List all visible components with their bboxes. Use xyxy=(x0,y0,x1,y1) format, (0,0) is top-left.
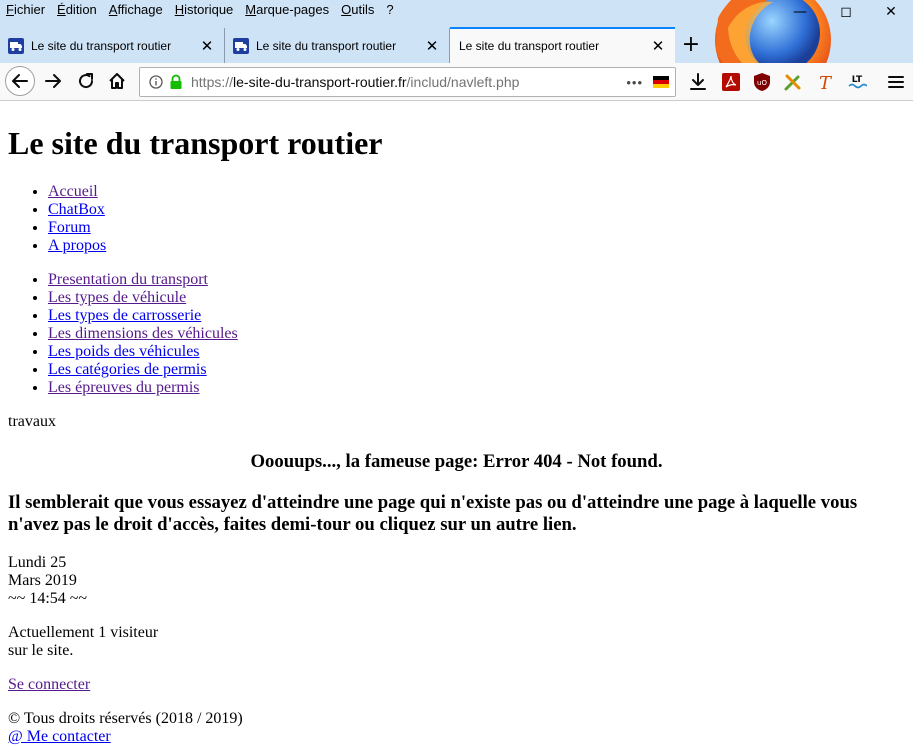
nav-link-forum[interactable]: Forum xyxy=(48,219,91,236)
tab-3-active[interactable] xyxy=(450,27,675,63)
svg-text:LT: LT xyxy=(851,75,863,85)
info-icon[interactable] xyxy=(149,75,163,89)
lock-icon[interactable] xyxy=(169,74,183,90)
nav-link-poids[interactable]: Les poids des véhicules xyxy=(48,343,200,360)
list-item xyxy=(48,271,238,289)
close-window-button[interactable]: ✕ xyxy=(885,4,897,20)
list-item xyxy=(48,325,238,343)
reload-icon xyxy=(77,72,95,90)
reload-button[interactable] xyxy=(72,67,100,95)
menu-bookmarks[interactable]: Marque-pages xyxy=(245,2,330,17)
page-content xyxy=(0,101,913,756)
download-icon[interactable] xyxy=(688,72,708,92)
list-item xyxy=(48,219,106,237)
list-item xyxy=(48,289,238,307)
url-path: /includ/navleft.php xyxy=(406,74,520,90)
arrow-right-icon xyxy=(44,72,62,90)
minimize-button[interactable]: — xyxy=(793,4,807,20)
copyright-text: © Tous droits réservés (2018 / 2019) xyxy=(8,710,243,727)
languagetool-icon[interactable] xyxy=(847,72,867,92)
pdf-extension-icon[interactable] xyxy=(721,72,741,92)
svg-text:uO: uO xyxy=(757,79,767,87)
menu-help[interactable]: ? xyxy=(386,2,394,17)
svg-text:T: T xyxy=(818,73,832,92)
contact-link[interactable]: @ Me contacter xyxy=(8,728,111,745)
list-item xyxy=(48,183,106,201)
main-nav-list xyxy=(8,183,106,255)
tab-1[interactable] xyxy=(0,28,225,63)
list-item xyxy=(48,201,106,219)
tab-2[interactable] xyxy=(225,28,450,63)
navigation-toolbar xyxy=(0,63,913,101)
url-bar[interactable] xyxy=(139,67,676,97)
back-button[interactable] xyxy=(5,66,35,96)
maximize-button[interactable]: ◻ xyxy=(840,4,852,20)
browser-chrome xyxy=(0,0,913,101)
list-item xyxy=(48,379,238,397)
page-actions-button[interactable]: ••• xyxy=(626,74,643,90)
list-item xyxy=(48,343,238,361)
login-block xyxy=(8,676,90,694)
tab-title: Le site du transport routier xyxy=(256,38,397,53)
visitors-count: Actuellement 1 visiteur xyxy=(8,624,159,641)
new-tab-button[interactable]: + xyxy=(681,32,701,57)
login-link[interactable]: Se connecter xyxy=(8,676,91,693)
hamburger-menu-icon[interactable] xyxy=(886,72,906,92)
tab-title: Le site du transport routier xyxy=(31,38,172,53)
tab-strip xyxy=(0,28,913,63)
nav-link-types-vehicule[interactable]: Les types de véhicule xyxy=(48,289,187,306)
german-flag-icon[interactable] xyxy=(653,76,669,88)
menu-view[interactable]: Affichage xyxy=(108,2,163,17)
date-block xyxy=(8,554,87,608)
nav-link-categories-permis[interactable]: Les catégories de permis xyxy=(48,361,207,378)
ublock-icon[interactable] xyxy=(752,72,772,92)
nav-link-presentation[interactable]: Presentation du transport xyxy=(48,271,208,288)
list-item xyxy=(48,361,238,379)
topics-nav-list xyxy=(8,271,238,397)
site-title: Le site du transport routier xyxy=(8,125,383,161)
nav-link-epreuves-permis[interactable]: Les épreuves du permis xyxy=(48,379,200,396)
nav-link-accueil[interactable]: Accueil xyxy=(48,183,98,200)
home-button[interactable] xyxy=(103,67,131,95)
visitors-suffix: sur le site. xyxy=(8,642,74,659)
list-item xyxy=(48,237,106,255)
list-item xyxy=(48,307,238,325)
error-title: Ooouups..., la fameuse page: Error 404 - Not found. xyxy=(250,451,663,472)
tab-close-icon[interactable]: ✕ xyxy=(425,36,439,55)
tab-close-icon[interactable]: ✕ xyxy=(200,36,214,55)
menu-file[interactable]: Fichier xyxy=(6,2,46,17)
date-month-year: Mars 2019 xyxy=(8,572,77,589)
nav-link-a-propos[interactable]: A propos xyxy=(48,237,107,254)
font-extension-icon[interactable] xyxy=(815,72,835,92)
menu-tools[interactable]: Outils xyxy=(341,2,375,17)
time: ~~ 14:54 ~~ xyxy=(8,590,88,607)
error-message: Il semblerait que vous essayez d'atteindre une page qui n'existe pas ou d'atteindre une page à laquelle vous n'avez pas le droit d'accès, faites demi-tour ou cliquez sur un autre lien. xyxy=(8,492,858,535)
tab-title: Le site du transport routier xyxy=(459,39,600,53)
url-text xyxy=(191,74,519,90)
tab-close-icon[interactable]: ✕ xyxy=(651,37,665,55)
nav-link-dimensions[interactable]: Les dimensions des véhicules xyxy=(48,325,238,342)
menu-edit[interactable]: Édition xyxy=(57,2,97,17)
menu-bar xyxy=(0,0,400,22)
arrow-left-icon xyxy=(11,72,29,90)
home-icon xyxy=(108,72,126,90)
truck-favicon-icon xyxy=(8,38,24,54)
date-day: Lundi 25 xyxy=(8,554,67,571)
menu-history[interactable]: Historique xyxy=(174,2,234,17)
nav-link-chatbox[interactable]: ChatBox xyxy=(48,201,105,218)
url-scheme: https:// xyxy=(191,74,234,90)
visitors-block xyxy=(8,624,158,660)
tools-extension-icon[interactable] xyxy=(783,72,803,92)
url-host: le-site-du-transport-routier.fr xyxy=(233,74,407,90)
truck-favicon-icon xyxy=(233,38,249,54)
forward-button[interactable] xyxy=(39,67,67,95)
travaux-text: travaux xyxy=(8,413,56,430)
nav-link-types-carrosserie[interactable]: Les types de carrosserie xyxy=(48,307,202,324)
footer xyxy=(8,710,243,746)
